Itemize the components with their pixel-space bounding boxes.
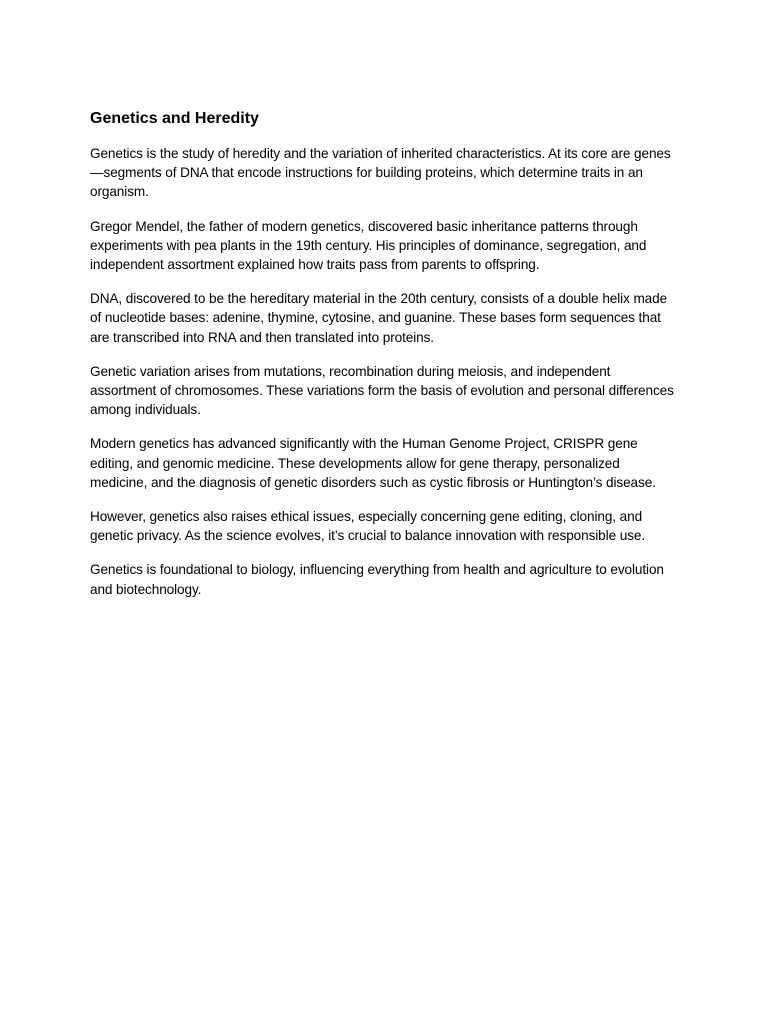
document-title: Genetics and Heredity [90,110,259,127]
paragraph-dna: DNA, discovered to be the hereditary material in the 20th century, consists of a double helix made of nucleotide bases: adenine, thymine, cytosine, and guanine. These bases form sequences that are transcribed into RNA and then translated into proteins. [90,291,668,345]
document-page [90,108,680,614]
paragraph-conclusion: Genetics is foundational to biology, influencing everything from health and agriculture to evolution and biotechnology. [90,562,664,597]
paragraph-intro: Genetics is the study of heredity and the variation of inherited characteristics. At its core are genes—segments of DNA that encode instructions for building proteins, which determine traits in an organism. [90,146,671,200]
paragraph-ethics: However, genetics also raises ethical issues, especially concerning gene editing, cloning, and genetic privacy. As the science evolves, it’s crucial to balance innovation with responsible use. [90,509,645,544]
paragraph-variation: Genetic variation arises from mutations, recombination during meiosis, and independent assortment of chromosomes. These variations form the basis of evolution and personal differences among individuals. [90,363,674,418]
paragraph-modern-genetics: Modern genetics has advanced significantly with the Human Genome Project, CRISPR gene editing, and genomic medicine. These developments allow for gene therapy, personalized medicine, and the diagnosis of genetic disorders such as cystic fibrosis or Huntington’s disease. [90,436,656,490]
paragraph-mendel: Gregor Mendel, the father of modern genetics, discovered basic inheritance patterns through experiments with pea plants in the 19th century. His principles of dominance, segregation, and independent assortment explained how traits pass from parents to offspring. [90,218,647,273]
